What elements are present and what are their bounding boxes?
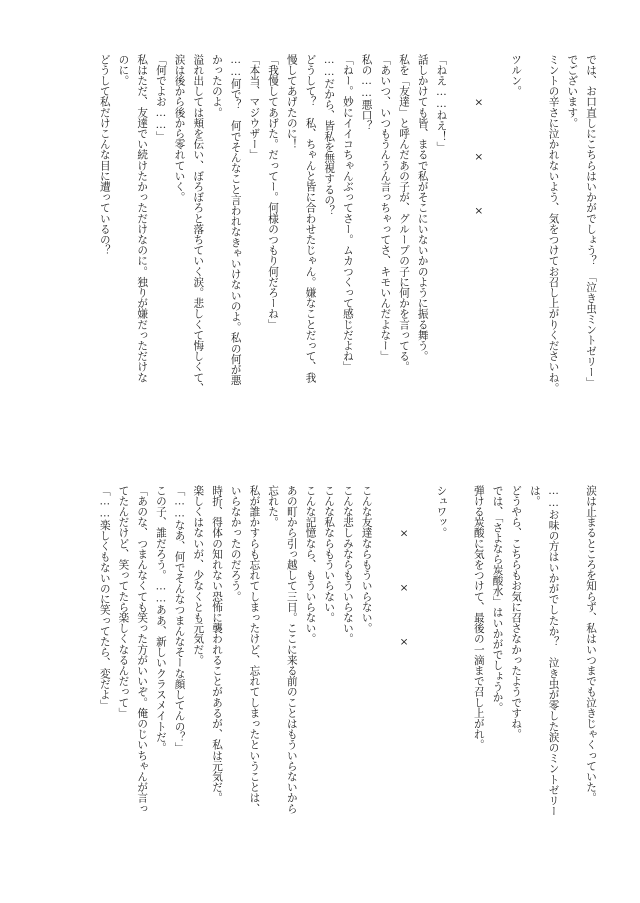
text-line: でございます。 xyxy=(566,54,579,129)
text-line: 私が誰かすらも忘れてしまったけど、忘れてしまったということは、 xyxy=(248,485,261,814)
text-line: 私はただ、友達でい続けたかっただけなのに。独りが嫌だっただけな xyxy=(136,54,149,383)
text-line: のに。 xyxy=(117,54,130,86)
text-line: こんな悲しみならもういらない。 xyxy=(341,485,354,644)
text-line: どうして私だけこんな目に遭っているの？ xyxy=(98,54,111,256)
lower-text-block xyxy=(48,485,600,855)
text-line: 「本当、マジウザー」 xyxy=(248,54,261,160)
text-line: ……お味の方はいかがでしたか？ 泣き虫が零した涙のミントゼリー xyxy=(547,485,560,817)
text-line: ツルン。 xyxy=(510,54,523,97)
text-line: では、「さよなら炭酸水」はいかがでしょうか。 xyxy=(491,485,504,713)
text-line: 「あいつ、いつもうんうん言っちゃってさ、キモいんだよなー」 xyxy=(379,54,392,362)
text-line: いらなかったのだろう。 xyxy=(229,485,242,602)
text-line: あの町から引っ越して三日。ここに来る前のことはもういらないから xyxy=(285,485,298,814)
text-line: ミントの辛さに泣かれないよう、気をつけてお召し上がりくださいね。 xyxy=(547,54,560,394)
text-line: こんな私ならもういらない。 xyxy=(323,485,336,623)
text-line xyxy=(563,485,582,855)
text-line: この子、誰だろう。……ああ、新しいクラスメイトだ。 xyxy=(154,485,167,753)
text-line: 「ねー。妙にイイコちゃんぶってさー。ムカつくって感じだよね」 xyxy=(341,54,354,372)
text-line: てたんだけど、笑ってたら楽しくなるんだって」 xyxy=(117,485,130,719)
upper-text-block xyxy=(52,54,600,438)
text-line: 話しかけても皆、まるで私がそこにいないかのように振る舞う。 xyxy=(416,54,429,362)
text-line: 時折、得体の知れない恐怖に襲われることがあるが、私は元気だ。 xyxy=(211,485,223,803)
text-line: どうやら、こちらもお気に召さなかったようですね。 xyxy=(510,485,523,740)
text-line: こんな友達ならもういらない。 xyxy=(360,485,373,634)
text-line: 私を「友達」と呼んだあの子が、グループの子に何かを言ってる。 xyxy=(398,54,411,372)
text-line: どうして？ 私、ちゃんと皆に合わせたじゃん。嫌なことだって、我 xyxy=(304,54,317,383)
text-line: ……だから、皆私を無視するの？ xyxy=(323,54,336,216)
text-line: 涙は後から後から零れていく。 xyxy=(173,54,186,203)
text-line xyxy=(525,54,544,438)
text-line: 溢れ出しては頬を伝い、ぼろぼろと落ちていく涙。悲しくて悔しくて、 xyxy=(192,54,205,394)
text-line: こんな記憶なら、もういらない。 xyxy=(304,485,317,644)
text-line: 涙は止まるところを知らず、私はいつまでも泣きじゃくっていた。 xyxy=(585,485,597,803)
text-line: では、お口直しにこちらはいかがでしょう？ 「泣き虫ミントゼリー」 xyxy=(585,54,597,388)
text-line: 楽しくはないが、少なくとも元気だ。 xyxy=(192,485,205,666)
text-line: 忘れた。 xyxy=(267,485,280,528)
text-line: 「ねえ……ねえ！」 xyxy=(435,54,448,153)
text-line: 「何でよお……」 xyxy=(154,54,167,142)
text-line: 「……楽しくもないのに笑ってたら、変だよ」 xyxy=(98,485,111,711)
text-line: かったのよ。 xyxy=(210,54,223,118)
text-line: × × × xyxy=(398,485,411,649)
text-line: ……何で？ 何でそんなこと言われなきゃいけないのよ。私の何が悪 xyxy=(229,54,242,386)
text-line: 「……なあ、何でそんなつまんなそーな顔してんの？」 xyxy=(173,485,186,753)
text-line: 弾ける炭酸に気をつけて、最後の一滴まで召し上がれ。 xyxy=(472,485,485,750)
text-line: は。 xyxy=(528,485,541,507)
text-line xyxy=(413,485,432,855)
text-line xyxy=(488,54,507,438)
text-line: 「我慢してあげた。だってー。何様のつもり何だろーね」 xyxy=(267,54,280,330)
text-line: シュワッ。 xyxy=(435,485,448,538)
text-line: 「あのな、つまんなくても笑った方がいいぞ。俺のじいちゃんが言っ xyxy=(136,485,149,814)
text-line xyxy=(450,485,469,855)
text-line: 慢してあげたのに！ xyxy=(285,54,298,150)
text-line: 私の……悪口？ xyxy=(360,54,373,131)
text-line xyxy=(450,54,469,438)
text-line: × × × xyxy=(472,54,485,218)
text-line xyxy=(376,485,395,855)
